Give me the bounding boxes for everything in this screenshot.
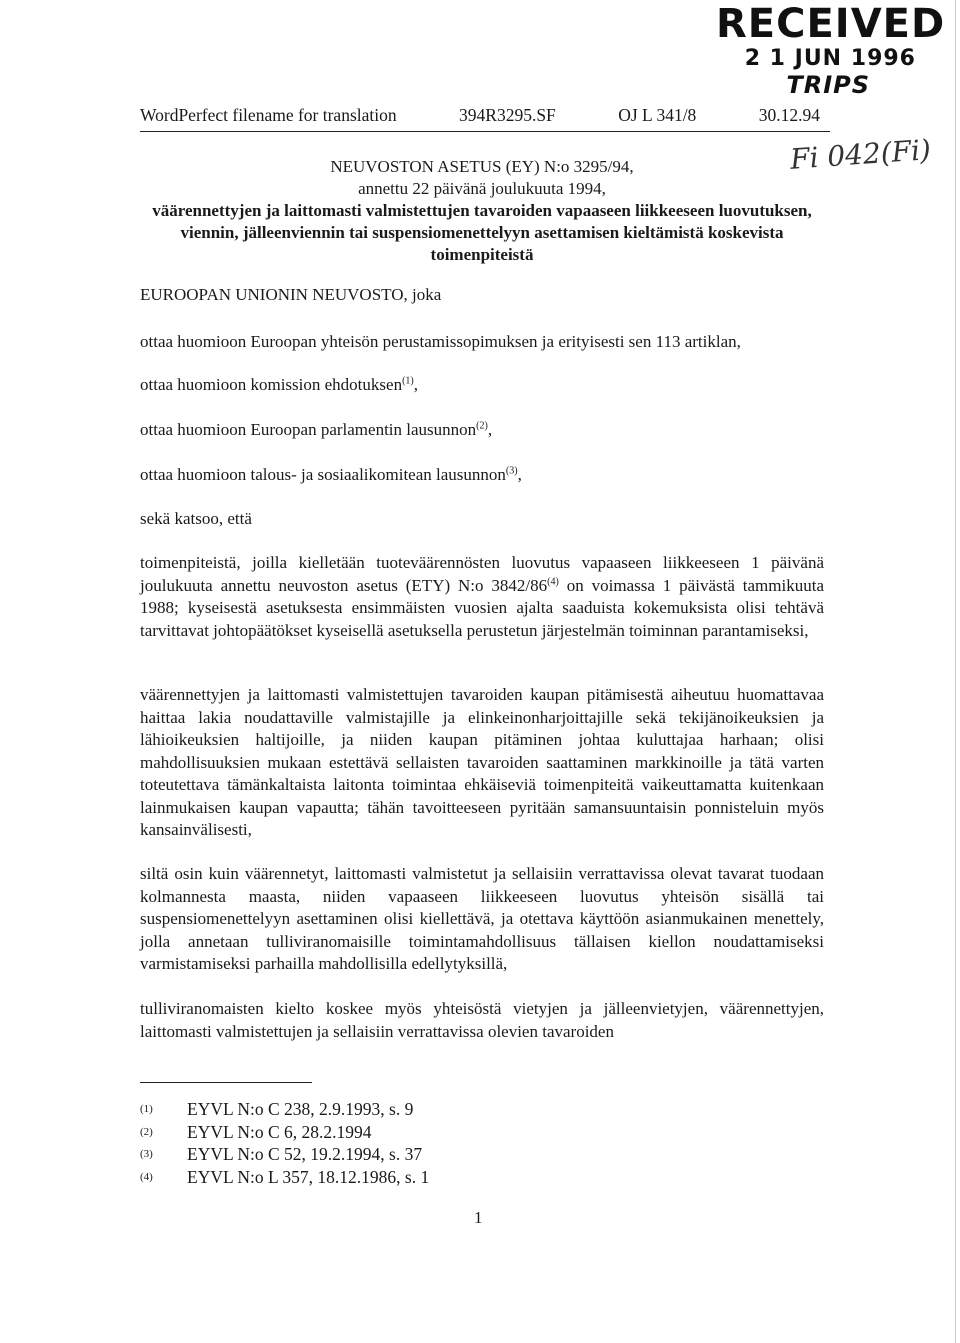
footnote-item xyxy=(140,1143,429,1166)
regulation-title xyxy=(140,156,824,266)
filename-label: WordPerfect filename for translation xyxy=(140,105,397,125)
footnote-ref: (2) xyxy=(476,420,488,432)
page-edge xyxy=(955,0,956,1343)
received-stamp xyxy=(716,1,946,99)
title-line-3: väärennettyjen ja laittomasti valmistettujen tavaroiden vapaaseen liikkeeseen luovutuksen, viennin, jälleenviennin tai suspensiomenettelyyn asettamisen kieltämistä koskevista toimenpiteistä xyxy=(152,201,812,264)
footnote-item xyxy=(140,1166,429,1189)
title-line-1: NEUVOSTON ASETUS (EY) N:o 3295/94, xyxy=(330,157,634,176)
recital-commission xyxy=(140,374,824,397)
filename: 394R3295.SF xyxy=(459,105,556,125)
title-line-2: annettu 22 päivänä joulukuuta 1994, xyxy=(358,179,606,198)
footnote-text: EYVL N:o C 238, 2.9.1993, s. 9 xyxy=(187,1099,414,1119)
footnote-mark: (3) xyxy=(140,1148,153,1160)
document-header xyxy=(140,105,820,126)
footnote-text: EYVL N:o C 6, 28.2.1994 xyxy=(187,1121,372,1142)
recital-treaty: ottaa huomioon Euroopan yhteisön perustamissopimuksen ja erityisesti sen 113 artiklan, xyxy=(140,332,741,351)
footnote-text: EYVL N:o L 357, 18.12.1986, s. 1 xyxy=(187,1166,430,1187)
recital-commission-text: ottaa huomioon komission ehdotuksen xyxy=(140,375,403,394)
recital-end: , xyxy=(487,420,493,439)
footnote-mark: (1) xyxy=(140,1103,153,1115)
paragraph-4: tulliviranomaisten kielto koskee myös yhteisöstä vietyjen ja jälleenvietyjen, väärennettyjen, laittomasti valmistettujen ja sellaisiin verrattavissa olevien tavaroiden xyxy=(140,999,824,1041)
footnote-ref: (1) xyxy=(402,375,414,387)
recital-end: , xyxy=(413,375,418,394)
paragraph-1-b: on voimassa 1 päivästä tammikuuta 1988; kyseisestä asetuksesta ensimmäisten vuosien ajalta saaduista kokemuksista olisi tehtävä tarvittavat johtopäätökset kyseisellä asetuksella perustetun järjestelmän toiminnan parantamiseksi, xyxy=(140,575,824,640)
recital-parliament-text: ottaa huomioon Euroopan parlamentin lausunnon xyxy=(140,420,477,439)
recital-esc-text: ottaa huomioon talous- ja sosiaalikomitean lausunnon xyxy=(140,465,506,484)
footnote-mark: (4) xyxy=(140,1170,153,1183)
paragraph-2: väärennettyjen ja laittomasti valmistettujen tavaroiden kaupan pitämisestä aiheutuu huomattavaa haittaa lakia noudattaville valmistajille ja elinkeinonharjoittajille sekä tekijänoikeuksien ja lähioikeuksien haltijoille, ja niiden kaupan pitäminen johtaa kuluttajaa harhaan; olisi mahdollisuuksien mukaan estettävä sellaisten tavaroiden saattaminen markkinoille ja tätä varten toteutettava tämänkaltaista laitonta toimintaa ehkäiseviä toimenpiteitä vaikeuttamatta kuitenkaan lainmukaisen kaupan vapautta; tähän tavoitteeseen pyritään samansuuntaisin ponnisteluin myös kansainvälisesti, xyxy=(140,685,824,839)
footnote-mark: (2) xyxy=(140,1125,153,1138)
oj-reference: OJ L 341/8 xyxy=(618,105,697,125)
footnote-ref: (3) xyxy=(505,465,518,477)
footnote-text: EYVL N:o C 52, 19.2.1994, s. 37 xyxy=(187,1144,423,1164)
footnote-item xyxy=(140,1121,429,1144)
paragraph-1-a: toimenpiteistä, joilla kielletään tuoteväärennösten luovutus vapaaseen liikkeeseen 1 päivänä joulukuuta annettu neuvoston asetus (ETY) N:o 3842/86 xyxy=(140,553,824,595)
considering-intro: sekä katsoo, että xyxy=(140,509,252,528)
footnote-item xyxy=(140,1098,429,1121)
page-number: 1 xyxy=(474,1208,483,1227)
footnotes xyxy=(140,1098,429,1188)
handwritten-initials: TRIPS xyxy=(786,71,870,99)
council-heading: EUROOPAN UNIONIN NEUVOSTO, joka xyxy=(140,285,442,304)
recital-end: , xyxy=(517,465,522,484)
header-date: 30.12.94 xyxy=(758,105,820,125)
handwritten-note: Fi 042(Fi) xyxy=(789,133,932,176)
recital-parliament xyxy=(140,419,824,442)
recital-esc xyxy=(140,464,824,487)
footnote-ref: (4) xyxy=(547,575,559,587)
paragraph-1 xyxy=(140,552,824,642)
received-date: 2 1 JUN 1996 xyxy=(744,46,916,71)
footnote-rule xyxy=(140,1082,312,1083)
received-label: RECEIVED xyxy=(716,1,946,47)
header-rule xyxy=(140,131,830,132)
paragraph-3: siltä osin kuin väärennetyt, laittomasti valmistetut ja sellaisiin verrattavissa olevat tavarat tuodaan kolmannesta maasta, niiden vapaaseen liikkeeseen luovutus yhteisön sisällä tai suspensiomenettelyyn asettaminen olisi kiellettävä, ja otettava käyttöön asianmukainen menettely, jolla annetaan tulliviranomaisille toimintamahdollisuus tällaisen kiellon noudattamiseksi varmistamiseksi parhailla mahdollisilla edellytyksillä, xyxy=(140,864,824,973)
